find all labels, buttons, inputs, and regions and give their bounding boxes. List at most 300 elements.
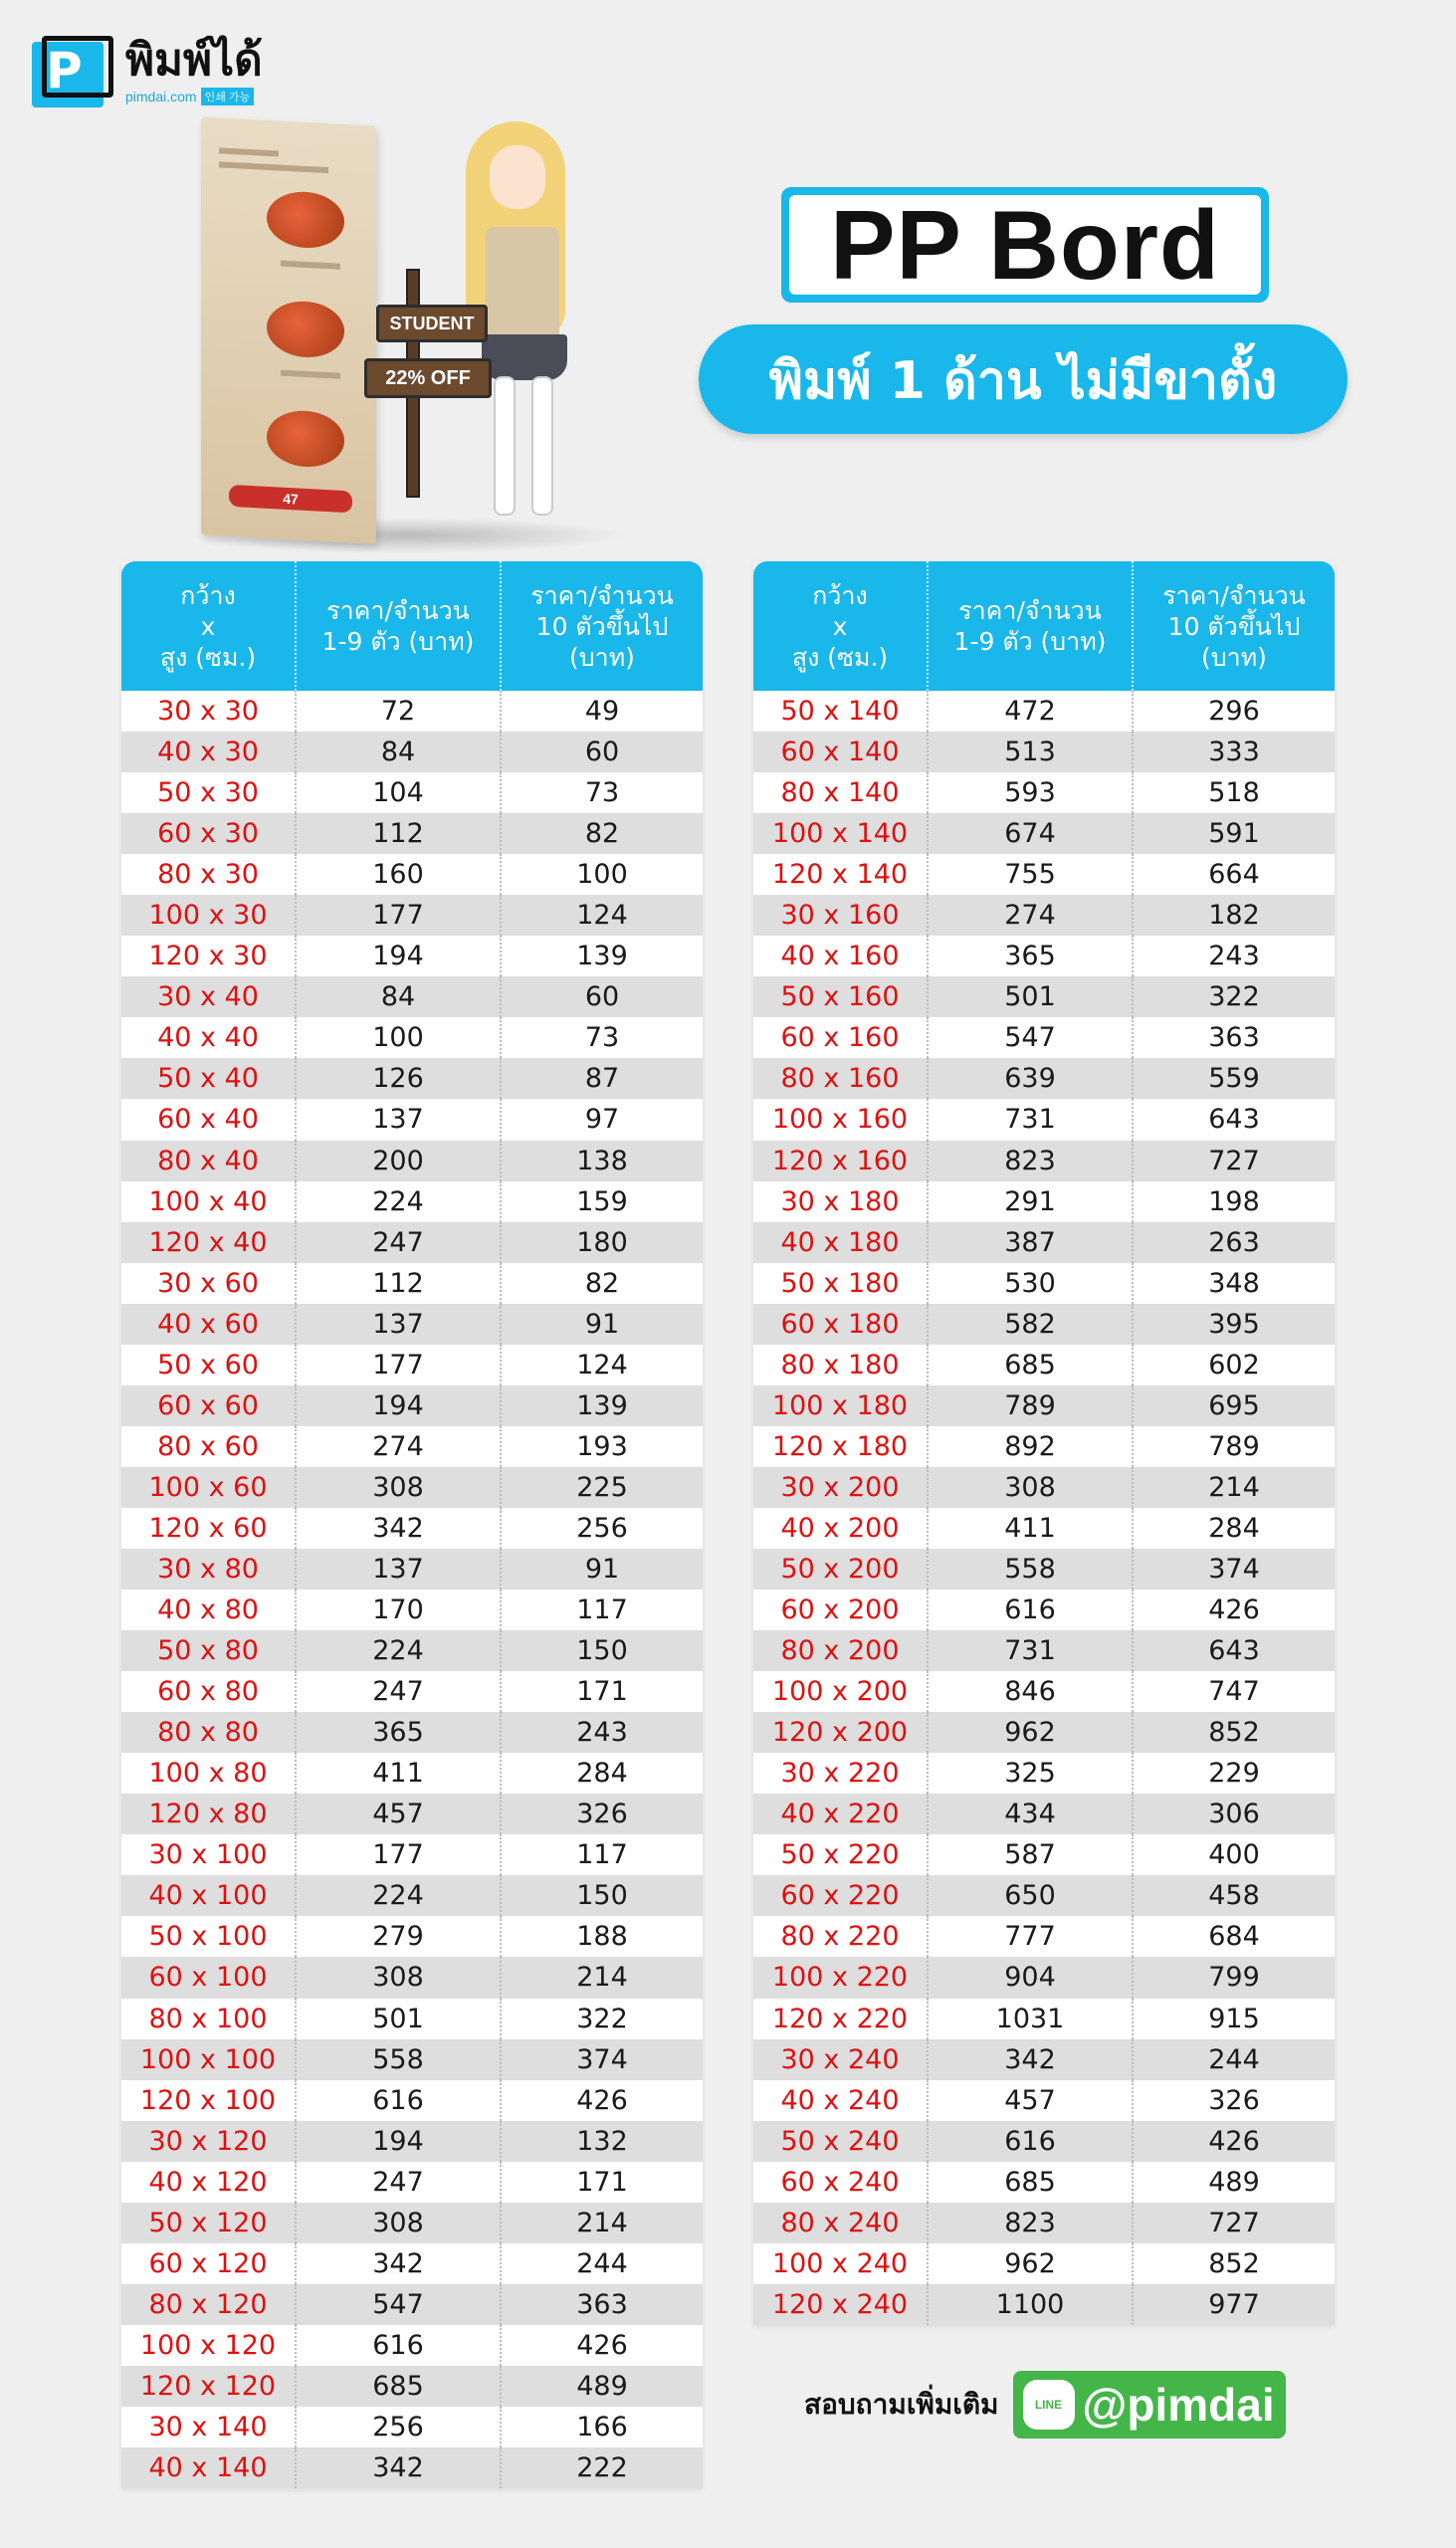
header-price-10plus: ราคา/จำนวน 10 ตัวขึ้นไป (บาท) [1162, 580, 1306, 672]
page-subtitle: พิมพ์ 1 ด้าน ไม่มีขาตั้ง [699, 324, 1348, 434]
table-row [753, 1058, 1335, 1099]
cell-price-10plus: 82 [584, 818, 620, 850]
cell-size: 60 x 140 [753, 732, 929, 772]
cell-price-10plus: 426 [576, 2084, 628, 2116]
cell-size: 30 x 220 [753, 1753, 929, 1794]
cell-size: 30 x 120 [121, 2121, 297, 2162]
cell-price-1-9: 342 [297, 2447, 502, 2488]
cell-price-1-9: 411 [297, 1753, 502, 1794]
cell-size: 50 x 220 [753, 1834, 929, 1875]
cell-price-10plus: 727 [1208, 1145, 1260, 1176]
cell-price-10plus: 326 [576, 1799, 628, 1830]
poster-price: 47 [229, 485, 352, 513]
cell-size: 100 x 140 [753, 813, 929, 854]
cell-price-10plus: 263 [1208, 1226, 1260, 1258]
cell-size: 80 x 240 [753, 2203, 929, 2243]
cell-price-10plus: 159 [576, 1185, 628, 1217]
cell-size: 50 x 120 [121, 2203, 297, 2243]
cell-price-10plus: 193 [576, 1430, 628, 1462]
table-row [121, 1263, 703, 1304]
sign-student: STUDENT [376, 305, 488, 342]
cell-price-1-9: 387 [929, 1222, 1134, 1263]
table-row [753, 1875, 1335, 1916]
table-row [753, 1222, 1335, 1263]
cell-size: 50 x 80 [121, 1630, 297, 1671]
cell-price-10plus: 138 [576, 1145, 628, 1176]
cell-price-1-9: 112 [297, 1263, 502, 1304]
cell-size: 60 x 40 [121, 1099, 297, 1140]
cell-price-10plus: 348 [1208, 1267, 1260, 1299]
cell-size: 40 x 240 [753, 2080, 929, 2121]
cell-price-1-9: 126 [297, 1058, 502, 1099]
cell-price-1-9: 256 [297, 2407, 502, 2447]
table-row [753, 1345, 1335, 1385]
table-row [121, 2243, 703, 2284]
cell-price-10plus: 518 [1208, 777, 1260, 809]
cell-price-10plus: 374 [1208, 1554, 1260, 1585]
cell-price-10plus: 124 [576, 1349, 628, 1380]
cell-size: 100 x 160 [753, 1099, 929, 1140]
table-row [121, 2203, 703, 2243]
cell-size: 30 x 40 [121, 976, 297, 1017]
brand-tag: 인쇄 가능 [201, 88, 255, 106]
table-row [121, 1590, 703, 1630]
cell-price-10plus: 150 [576, 1635, 628, 1667]
cell-price-10plus: 789 [1208, 1430, 1260, 1462]
table-row [753, 1181, 1335, 1222]
cell-price-10plus: 306 [1208, 1799, 1260, 1830]
table-row [121, 2325, 703, 2366]
cell-price-1-9: 224 [297, 1875, 502, 1916]
table-row [753, 1834, 1335, 1875]
table-row [753, 854, 1335, 895]
cell-price-1-9: 100 [297, 1017, 502, 1058]
table-row [121, 1630, 703, 1671]
cell-price-1-9: 137 [297, 1304, 502, 1345]
cell-price-1-9: 342 [297, 2243, 502, 2284]
table-row [753, 976, 1335, 1017]
cell-size: 80 x 100 [121, 1999, 297, 2039]
cell-price-1-9: 685 [929, 2162, 1134, 2203]
brand-url: pimdai.com [125, 89, 197, 105]
cell-size: 60 x 80 [121, 1671, 297, 1712]
menu-poster-image [201, 116, 376, 543]
cell-price-1-9: 587 [929, 1834, 1134, 1875]
cell-size: 50 x 240 [753, 2121, 929, 2162]
contact-section [804, 2371, 1286, 2439]
cell-price-1-9: 365 [297, 1712, 502, 1753]
cell-price-1-9: 731 [929, 1099, 1134, 1140]
cell-size: 30 x 140 [121, 2407, 297, 2447]
brand-name: พิมพ์ได้ [125, 35, 263, 86]
cell-size: 40 x 220 [753, 1794, 929, 1834]
table-row [753, 1794, 1335, 1834]
table-row [121, 1222, 703, 1263]
cell-size: 100 x 220 [753, 1957, 929, 1998]
cell-price-1-9: 1100 [929, 2284, 1134, 2325]
table-row [121, 1467, 703, 1508]
cell-price-1-9: 547 [297, 2284, 502, 2325]
cell-price-1-9: 823 [929, 1141, 1134, 1181]
cell-price-10plus: 322 [1208, 981, 1260, 1013]
cell-price-1-9: 308 [297, 1467, 502, 1508]
cell-price-10plus: 124 [576, 900, 628, 932]
cell-size: 80 x 140 [753, 772, 929, 813]
cell-price-10plus: 214 [576, 1962, 628, 1994]
cell-size: 100 x 30 [121, 895, 297, 936]
table-row [121, 1999, 703, 2039]
cell-price-10plus: 643 [1208, 1104, 1260, 1136]
cell-price-10plus: 97 [584, 1104, 620, 1136]
cell-price-1-9: 1031 [929, 1999, 1134, 2039]
cell-price-10plus: 489 [1208, 2166, 1260, 2198]
cell-price-1-9: 558 [297, 2039, 502, 2080]
cell-size: 100 x 60 [121, 1467, 297, 1508]
cell-size: 40 x 100 [121, 1875, 297, 1916]
cell-price-1-9: 685 [297, 2366, 502, 2407]
cell-size: 100 x 80 [121, 1753, 297, 1794]
table-row [753, 2284, 1335, 2325]
table-row [121, 1385, 703, 1426]
cell-price-10plus: 139 [576, 1389, 628, 1421]
page-title: PP Bord [830, 190, 1220, 300]
header-price-10plus: ราคา/จำนวน 10 ตัวขึ้นไป (บาท) [530, 580, 674, 672]
table-row [753, 1753, 1335, 1794]
cell-price-1-9: 685 [929, 1345, 1134, 1385]
cell-size: 60 x 180 [753, 1304, 929, 1345]
cell-price-10plus: 225 [576, 1471, 628, 1503]
cell-price-10plus: 363 [576, 2288, 628, 2320]
cell-price-10plus: 374 [576, 2043, 628, 2075]
cell-price-1-9: 616 [929, 2121, 1134, 2162]
cell-size: 30 x 200 [753, 1467, 929, 1508]
cell-price-1-9: 342 [297, 1508, 502, 1549]
cell-size: 60 x 240 [753, 2162, 929, 2203]
cell-price-1-9: 593 [929, 772, 1134, 813]
cell-size: 40 x 40 [121, 1017, 297, 1058]
cell-price-10plus: 182 [1208, 900, 1260, 932]
cell-price-10plus: 60 [584, 737, 620, 768]
table-row [121, 1957, 703, 1998]
cell-price-10plus: 244 [576, 2247, 628, 2279]
table-body [121, 691, 703, 2488]
cell-price-1-9: 194 [297, 936, 502, 976]
line-contact-button[interactable] [1013, 2371, 1286, 2439]
cell-price-10plus: 602 [1208, 1349, 1260, 1380]
cell-price-1-9: 194 [297, 1385, 502, 1426]
cell-price-10plus: 395 [1208, 1308, 1260, 1340]
cell-size: 50 x 40 [121, 1058, 297, 1099]
cell-size: 100 x 240 [753, 2243, 929, 2284]
table-row [753, 1304, 1335, 1345]
logo-mark-icon: P [32, 36, 113, 109]
cell-price-1-9: 137 [297, 1099, 502, 1140]
product-illustration [169, 109, 637, 547]
table-row [753, 1916, 1335, 1957]
table-row [121, 2080, 703, 2121]
table-row [121, 1834, 703, 1875]
cell-size: 80 x 60 [121, 1426, 297, 1467]
cell-price-1-9: 160 [297, 854, 502, 895]
cell-size: 120 x 100 [121, 2080, 297, 2121]
cell-price-1-9: 457 [929, 2080, 1134, 2121]
cell-price-1-9: 892 [929, 1426, 1134, 1467]
cell-price-1-9: 411 [929, 1508, 1134, 1549]
table-row [121, 691, 703, 732]
cell-size: 120 x 220 [753, 1999, 929, 2039]
cell-price-1-9: 777 [929, 1916, 1134, 1957]
table-row [753, 1385, 1335, 1426]
cell-price-10plus: 727 [1208, 2207, 1260, 2238]
cell-size: 30 x 30 [121, 691, 297, 732]
table-row [121, 1099, 703, 1140]
cell-price-1-9: 434 [929, 1794, 1134, 1834]
cell-price-10plus: 82 [584, 1267, 620, 1299]
table-row [753, 772, 1335, 813]
table-row [121, 1916, 703, 1957]
cell-price-10plus: 91 [584, 1554, 620, 1585]
cell-price-10plus: 150 [576, 1880, 628, 1912]
table-row [121, 2447, 703, 2488]
contact-label: สอบถามเพิ่มเติม [804, 2388, 999, 2421]
cell-price-10plus: 222 [576, 2452, 628, 2484]
cell-price-1-9: 308 [297, 2203, 502, 2243]
cell-price-1-9: 365 [929, 936, 1134, 976]
cell-price-1-9: 457 [297, 1794, 502, 1834]
cell-size: 30 x 60 [121, 1263, 297, 1304]
table-row [121, 1181, 703, 1222]
table-row [753, 732, 1335, 772]
cell-size: 100 x 180 [753, 1385, 929, 1426]
cell-size: 30 x 160 [753, 895, 929, 936]
cell-price-10plus: 747 [1208, 1676, 1260, 1708]
cell-price-1-9: 639 [929, 1058, 1134, 1099]
cell-price-1-9: 962 [929, 1712, 1134, 1753]
cell-size: 120 x 140 [753, 854, 929, 895]
table-row [121, 976, 703, 1017]
table-row [121, 772, 703, 813]
cell-size: 100 x 120 [121, 2325, 297, 2366]
cell-price-1-9: 472 [929, 691, 1134, 732]
cell-price-10plus: 243 [1208, 941, 1260, 972]
cell-price-1-9: 547 [929, 1017, 1134, 1058]
cell-price-10plus: 214 [1208, 1471, 1260, 1503]
cell-size: 60 x 220 [753, 1875, 929, 1916]
table-row [121, 2121, 703, 2162]
table-row [753, 1508, 1335, 1549]
cell-size: 120 x 30 [121, 936, 297, 976]
cell-size: 50 x 200 [753, 1549, 929, 1590]
table-row [121, 2407, 703, 2447]
cell-size: 40 x 160 [753, 936, 929, 976]
table-row [753, 2243, 1335, 2284]
cell-price-1-9: 755 [929, 854, 1134, 895]
cell-size: 40 x 200 [753, 1508, 929, 1549]
cell-size: 60 x 100 [121, 1957, 297, 1998]
cell-size: 30 x 80 [121, 1549, 297, 1590]
cell-price-10plus: 229 [1208, 1758, 1260, 1790]
cell-size: 60 x 200 [753, 1590, 929, 1630]
table-row [121, 1671, 703, 1712]
cell-price-1-9: 308 [929, 1467, 1134, 1508]
cell-size: 100 x 40 [121, 1181, 297, 1222]
cell-size: 40 x 120 [121, 2162, 297, 2203]
cell-size: 120 x 160 [753, 1141, 929, 1181]
cell-price-1-9: 177 [297, 1345, 502, 1385]
line-chat-icon: LINE [1023, 2380, 1075, 2430]
cell-size: 40 x 140 [121, 2447, 297, 2488]
cell-price-1-9: 582 [929, 1304, 1134, 1345]
cell-price-10plus: 180 [576, 1226, 628, 1258]
cell-size: 120 x 80 [121, 1794, 297, 1834]
cell-size: 100 x 200 [753, 1671, 929, 1712]
cell-price-10plus: 139 [576, 941, 628, 972]
cell-price-1-9: 112 [297, 813, 502, 854]
cell-size: 80 x 200 [753, 1630, 929, 1671]
cell-size: 40 x 180 [753, 1222, 929, 1263]
table-row [121, 2284, 703, 2325]
header-price-1-9: ราคา/จำนวน 1-9 ตัว (บาท) [929, 561, 1134, 691]
cell-price-1-9: 177 [297, 895, 502, 936]
cell-price-10plus: 256 [576, 1512, 628, 1544]
cell-price-10plus: 171 [576, 2166, 628, 2198]
cell-price-10plus: 915 [1208, 2003, 1260, 2034]
table-row [753, 1426, 1335, 1467]
table-row [753, 691, 1335, 732]
header-size: กว้าง x สูง (ซม.) [753, 561, 929, 691]
cell-size: 80 x 30 [121, 854, 297, 895]
table-row [121, 1017, 703, 1058]
cell-size: 120 x 200 [753, 1712, 929, 1753]
cell-price-10plus: 458 [1208, 1880, 1260, 1912]
sign-discount: 22% OFF [364, 358, 492, 398]
cell-size: 60 x 30 [121, 813, 297, 854]
table-row [121, 2366, 703, 2407]
table-row [121, 1794, 703, 1834]
table-row [753, 1590, 1335, 1630]
cell-price-10plus: 559 [1208, 1063, 1260, 1095]
cell-price-1-9: 962 [929, 2243, 1134, 2284]
cell-price-10plus: 326 [1208, 2084, 1260, 2116]
cell-price-1-9: 789 [929, 1385, 1134, 1426]
cell-price-10plus: 852 [1208, 2247, 1260, 2279]
cell-price-1-9: 308 [297, 1957, 502, 1998]
cell-price-1-9: 72 [297, 691, 502, 732]
table-row [121, 936, 703, 976]
cell-price-1-9: 530 [929, 1263, 1134, 1304]
cell-price-10plus: 132 [576, 2125, 628, 2157]
cell-size: 50 x 100 [121, 1916, 297, 1957]
cell-price-1-9: 674 [929, 813, 1134, 854]
table-row [121, 1508, 703, 1549]
cell-price-1-9: 325 [929, 1753, 1134, 1794]
table-row [753, 1671, 1335, 1712]
cell-size: 40 x 30 [121, 732, 297, 772]
cell-price-10plus: 284 [576, 1758, 628, 1790]
line-handle: @pimdai [1082, 2379, 1275, 2431]
cell-size: 30 x 180 [753, 1181, 929, 1222]
cell-size: 30 x 100 [121, 1834, 297, 1875]
cell-price-10plus: 60 [584, 981, 620, 1013]
cell-price-1-9: 731 [929, 1630, 1134, 1671]
cell-size: 50 x 180 [753, 1263, 929, 1304]
header-size: กว้าง x สูง (ซม.) [121, 561, 297, 691]
table-row [121, 1426, 703, 1467]
cell-price-10plus: 643 [1208, 1635, 1260, 1667]
cell-price-1-9: 247 [297, 1222, 502, 1263]
table-row [753, 1712, 1335, 1753]
cell-price-1-9: 274 [297, 1426, 502, 1467]
cell-size: 30 x 240 [753, 2039, 929, 2080]
cell-price-10plus: 244 [1208, 2043, 1260, 2075]
cell-size: 40 x 80 [121, 1590, 297, 1630]
cell-price-10plus: 977 [1208, 2288, 1260, 2320]
cell-size: 60 x 60 [121, 1385, 297, 1426]
cell-price-10plus: 664 [1208, 859, 1260, 891]
table-row [753, 1957, 1335, 1998]
cell-size: 100 x 100 [121, 2039, 297, 2080]
table-header [121, 561, 703, 691]
cell-price-1-9: 291 [929, 1181, 1134, 1222]
cell-price-1-9: 247 [297, 1671, 502, 1712]
cell-price-10plus: 684 [1208, 1921, 1260, 1953]
table-row [753, 2080, 1335, 2121]
cell-price-1-9: 616 [297, 2325, 502, 2366]
table-row [121, 1304, 703, 1345]
cell-price-10plus: 333 [1208, 737, 1260, 768]
table-row [121, 2039, 703, 2080]
cell-size: 80 x 120 [121, 2284, 297, 2325]
cell-price-10plus: 100 [576, 859, 628, 891]
cell-price-1-9: 279 [297, 1916, 502, 1957]
cell-price-10plus: 284 [1208, 1512, 1260, 1544]
table-row [753, 2203, 1335, 2243]
table-row [753, 2039, 1335, 2080]
cell-price-1-9: 84 [297, 976, 502, 1017]
cell-size: 120 x 180 [753, 1426, 929, 1467]
cell-price-1-9: 513 [929, 732, 1134, 772]
title-frame [781, 187, 1269, 303]
cell-size: 120 x 40 [121, 1222, 297, 1263]
cell-price-10plus: 363 [1208, 1022, 1260, 1054]
cell-size: 40 x 60 [121, 1304, 297, 1345]
cell-price-10plus: 799 [1208, 1962, 1260, 1994]
table-row [121, 1753, 703, 1794]
cell-size: 60 x 120 [121, 2243, 297, 2284]
cell-price-1-9: 823 [929, 2203, 1134, 2243]
cell-price-1-9: 194 [297, 2121, 502, 2162]
cell-price-10plus: 489 [576, 2370, 628, 2402]
table-row [121, 1712, 703, 1753]
cell-price-1-9: 616 [297, 2080, 502, 2121]
cell-price-1-9: 137 [297, 1549, 502, 1590]
cell-size: 80 x 80 [121, 1712, 297, 1753]
table-row [121, 732, 703, 772]
cell-price-1-9: 501 [297, 1999, 502, 2039]
cell-price-1-9: 616 [929, 1590, 1134, 1630]
cell-price-10plus: 400 [1208, 1839, 1260, 1871]
cell-price-10plus: 73 [584, 1022, 620, 1054]
table-body [753, 691, 1335, 2325]
table-row [753, 1263, 1335, 1304]
table-row [753, 2162, 1335, 2203]
table-row [753, 2121, 1335, 2162]
brand-logo[interactable] [32, 36, 263, 109]
cell-price-10plus: 117 [576, 1839, 628, 1871]
cell-size: 80 x 40 [121, 1141, 297, 1181]
cell-price-10plus: 426 [1208, 2125, 1260, 2157]
cell-price-10plus: 426 [576, 2329, 628, 2361]
